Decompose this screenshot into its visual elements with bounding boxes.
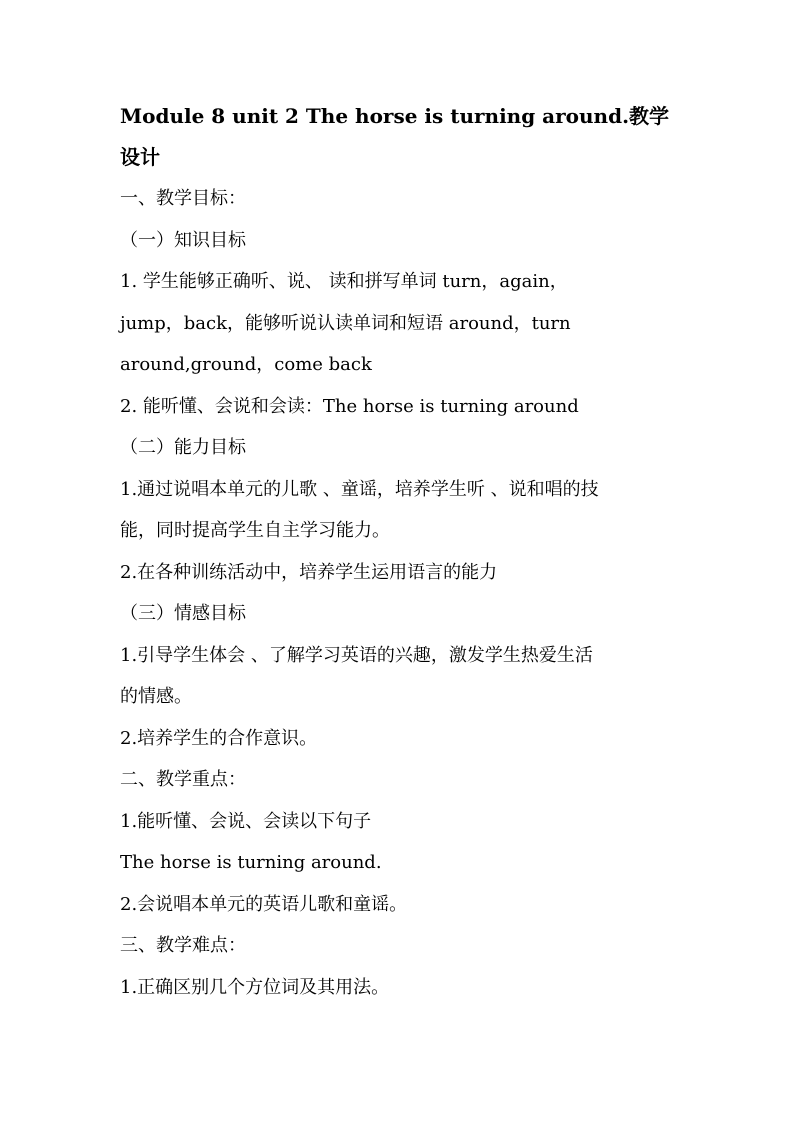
objectives-heading: 一、教学目标： bbox=[120, 188, 246, 209]
ability-item-1: 1.通过说唱本单元的儿歌 、童谣，培养学生听 、说和唱的技 bbox=[120, 478, 599, 500]
difficulties-heading: 三、教学难点： bbox=[120, 935, 246, 956]
document-title: Module 8 unit 2 The horse is turning around.教学设计 bbox=[120, 104, 670, 169]
knowledge-item-1-cont: jump，back，能够听说认读单词和短语 around，turn bbox=[120, 312, 571, 334]
key-points-item-2: 2.会说唱本单元的英语儿歌和童谣。 bbox=[120, 893, 408, 915]
knowledge-item-1: 1. 学生能够正确听、说、 读和拼写单词 turn，again， bbox=[120, 271, 568, 292]
emotion-item-2: 2.培养学生的合作意识。 bbox=[120, 727, 318, 749]
document-body bbox=[120, 96, 680, 1008]
difficulties-item-1: 1.正确区别几个方位词及其用法。 bbox=[120, 976, 390, 998]
knowledge-item-2: 2. 能听懂、会说和会读：The horse is turning around bbox=[120, 395, 579, 417]
emotion-item-1-cont: 的情感。 bbox=[120, 686, 192, 707]
ability-heading: （二）能力目标 bbox=[120, 437, 246, 458]
ability-item-2: 2.在各种训练活动中，培养学生运用语言的能力 bbox=[120, 561, 498, 583]
knowledge-heading: （一）知识目标 bbox=[120, 229, 246, 251]
emotion-heading: （三）情感目标 bbox=[120, 603, 246, 624]
key-points-item-1: 1.能听懂、会说、会读以下句子 bbox=[120, 810, 372, 832]
knowledge-item-1-cont-2: around,ground，come back bbox=[120, 354, 372, 375]
emotion-item-1: 1.引导学生体会 、了解学习英语的兴趣，激发学生热爱生活 bbox=[120, 644, 593, 666]
ability-item-1-cont: 能，同时提高学生自主学习能力。 bbox=[120, 520, 390, 541]
key-points-sentence: The horse is turning around. bbox=[120, 852, 382, 873]
key-points-heading: 二、教学重点： bbox=[120, 769, 246, 790]
